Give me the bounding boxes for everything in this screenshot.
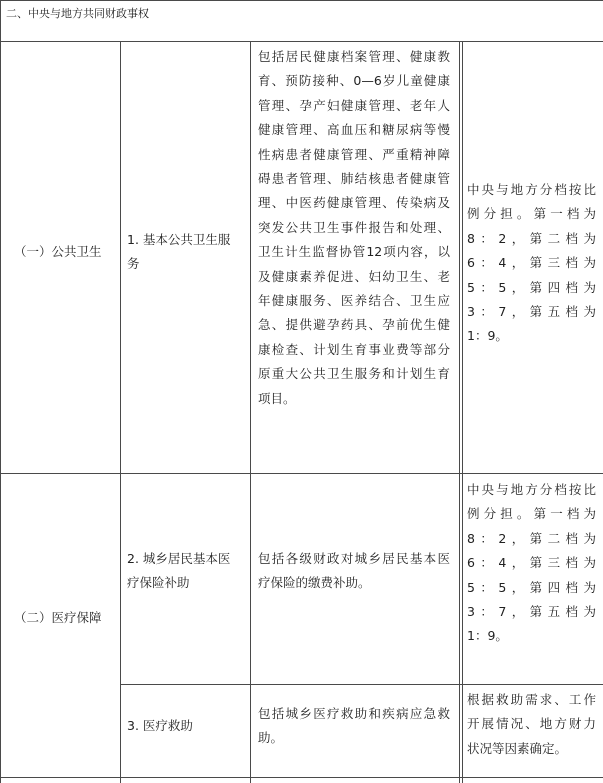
row-2-border bbox=[120, 684, 603, 685]
content-basic-public-health: 包括居民健康档案管理、健康教 育、预防接种、0—6岁儿童健康 管理、孕产妇健康管理、老年人 健康管理、高血压和糖尿病等慢 性病患者健康管理、严重精神障 碍患者管理、肺结核患者健康管 理、中医药健康管理、传染病及 突发公共卫生事件报告和处理、 卫生计生监督协管12项内容，以 及健康素养促进、妇幼卫生、老 年健康服务、医养结合、卫生应 急、提供避孕药具、孕前优生健 康检查、计划生育事业费等部分 原重大公共卫生服务和计划生育 项目。 bbox=[258, 49, 450, 406]
content-resident-insurance: 包括各级财政对城乡居民基本医 疗保险的缴费补助。 bbox=[258, 551, 450, 591]
section-title-border bbox=[0, 41, 603, 42]
section-title: 二、中央与地方共同财政事权 bbox=[6, 7, 149, 20]
row-1-border bbox=[0, 473, 603, 474]
row-3-border bbox=[0, 777, 603, 778]
item-medical-aid: 3. 医疗救助 bbox=[127, 718, 193, 733]
col-3-border bbox=[459, 41, 460, 783]
split-medical-aid: 根据救助需求、工作 开展情况、地方财力 状况等因素确定。 bbox=[467, 692, 596, 756]
item-resident-insurance: 2. 城乡居民基本医 疗保险补助 bbox=[127, 551, 231, 591]
left-border bbox=[0, 0, 1, 783]
col-1-border bbox=[120, 41, 121, 783]
content-medical-aid: 包括城乡医疗救助和疾病应急救 助。 bbox=[258, 706, 450, 746]
col-2-border bbox=[250, 41, 251, 783]
category-medical-security: （二）医疗保障 bbox=[14, 610, 102, 625]
col-3b-border bbox=[462, 41, 463, 783]
split-resident-insurance: 中央与地方分档按比 例分担。第一档为 8：2，第二档为 6：4，第三档为 5：5，第四档为 3：7，第五档为 1：9。 bbox=[467, 482, 596, 644]
item-basic-public-health: 1. 基本公共卫生服 务 bbox=[127, 232, 231, 272]
table-top-border bbox=[0, 0, 603, 1]
category-public-health: （一）公共卫生 bbox=[14, 244, 102, 259]
split-basic-public-health: 中央与地方分档按比 例分担。第一档为 8：2，第二档为 6：4，第三档为 5：5，第四档为 3：7，第五档为 1：9。 bbox=[467, 182, 596, 344]
